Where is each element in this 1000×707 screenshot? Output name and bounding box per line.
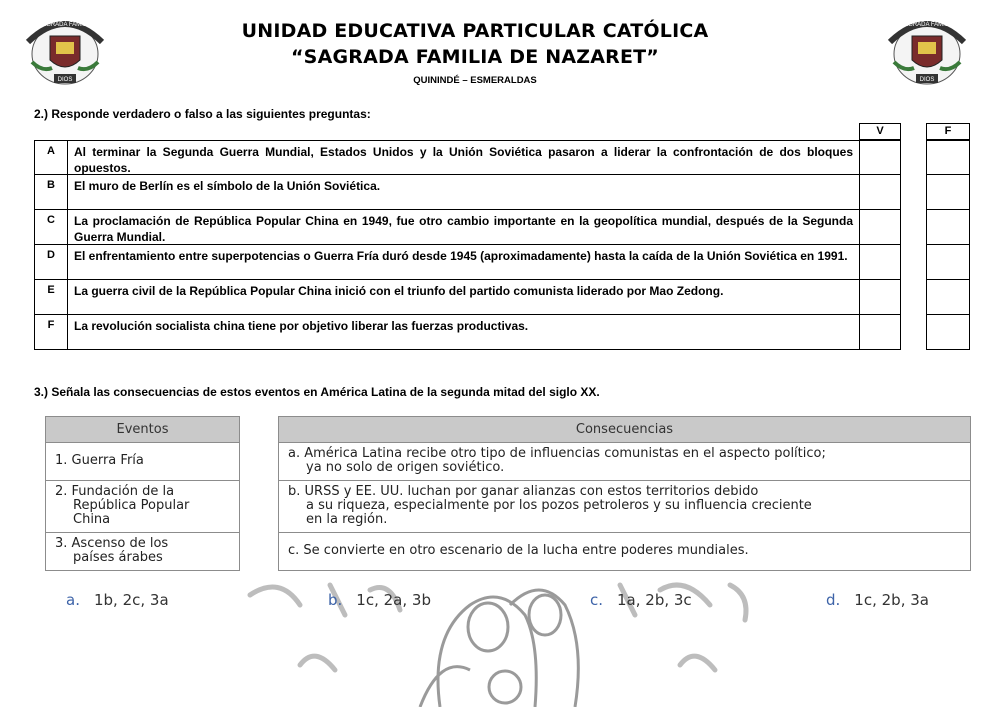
crest-motto-right: DIOS — [919, 77, 935, 83]
option-text: 1a, 2b, 3c — [617, 591, 692, 609]
table-row — [34, 175, 970, 210]
consequence-text: b. URSS y EE. UU. luchan por ganar alianzas con estos territorios debido — [288, 484, 759, 499]
true-answer-box[interactable] — [859, 140, 901, 175]
consequence-text: en la región. — [306, 512, 388, 527]
table-row — [34, 140, 970, 175]
school-name: UNIDAD EDUCATIVA PARTICULAR CATÓLICA — [241, 20, 709, 42]
events-table — [45, 416, 240, 571]
consequence-item — [279, 481, 970, 533]
row-letter: B — [34, 175, 67, 210]
false-answer-box[interactable] — [926, 140, 970, 175]
true-answer-box[interactable] — [859, 175, 901, 210]
true-answer-box[interactable] — [859, 280, 901, 315]
option-letter: b. — [328, 591, 343, 609]
true-column-header: V — [859, 123, 901, 140]
consequences-table — [278, 416, 971, 571]
row-letter: A — [34, 140, 67, 175]
question-2-heading: 2.) Responde verdadero o falso a las siguientes preguntas: — [34, 107, 371, 121]
row-statement: Al terminar la Segunda Guerra Mundial, Estados Unidos y la Unión Soviética pasaron a liderar la confrontación de dos bloques opuestos. — [67, 140, 859, 175]
true-answer-box[interactable] — [859, 315, 901, 350]
option-text: 1c, 2a, 3b — [356, 591, 431, 609]
consequence-text: ya no solo de origen soviético. — [306, 460, 505, 475]
event-item — [46, 533, 239, 570]
consequence-text: a su riqueza, especialmente por los pozos petroleros y su influencia creciente — [306, 498, 812, 513]
consequence-text: c. Se convierte en otro escenario de la lucha entre poderes mundiales. — [288, 543, 749, 558]
option-text: 1b, 2c, 3a — [93, 591, 169, 609]
school-location: QUININDÉ – ESMERALDAS — [413, 75, 537, 86]
row-letter: E — [34, 280, 67, 315]
event-text: países árabes — [73, 550, 163, 565]
row-statement: La guerra civil de la República Popular China inició con el triunfo del partido comunista liderado por Mao Zedong. — [67, 280, 859, 315]
option-c[interactable] — [590, 591, 692, 609]
crest-motto-left: DIOS — [57, 77, 73, 83]
option-letter: c. — [590, 591, 604, 609]
true-answer-box[interactable] — [859, 210, 901, 245]
option-d[interactable] — [826, 591, 929, 609]
crest-banner-right: SAGRADA FAMILIA — [900, 22, 954, 28]
option-b[interactable] — [328, 591, 431, 609]
row-statement: El enfrentamiento entre superpotencias o Guerra Fría duró desde 1945 (aproximadamente) hasta la caída de la Unión Soviética en 1991. — [67, 245, 859, 280]
event-item — [46, 481, 239, 533]
option-letter: d. — [826, 591, 841, 609]
events-header: Eventos — [46, 417, 239, 443]
table-row — [34, 280, 970, 315]
option-a[interactable] — [66, 591, 169, 609]
true-answer-box[interactable] — [859, 245, 901, 280]
event-text: República Popular — [73, 498, 190, 513]
consequence-text: a. América Latina recibe otro tipo de influencias comunistas en el aspecto político; — [288, 446, 826, 461]
table-row — [34, 245, 970, 280]
row-statement: El muro de Berlín es el símbolo de la Unión Soviética. — [67, 175, 859, 210]
row-statement: La proclamación de República Popular China en 1949, fue otro cambio importante en la geopolítica mundial, después de la Segunda Guerra Mundial. — [67, 210, 859, 245]
event-text: China — [73, 512, 111, 527]
false-answer-box[interactable] — [926, 245, 970, 280]
false-answer-box[interactable] — [926, 280, 970, 315]
option-text: 1c, 2b, 3a — [854, 591, 929, 609]
table-row — [34, 315, 970, 350]
row-statement: La revolución socialista china tiene por objetivo liberar las fuerzas productivas. — [67, 315, 859, 350]
row-letter: F — [34, 315, 67, 350]
false-column-header: F — [926, 123, 970, 140]
school-subtitle: “SAGRADA FAMILIA DE NAZARET” — [291, 46, 659, 68]
false-answer-box[interactable] — [926, 175, 970, 210]
event-text: 2. Fundación de la — [55, 484, 175, 499]
question-3-heading: 3.) Señala las consecuencias de estos eventos en América Latina de la segunda mitad del siglo XX. — [34, 385, 600, 399]
option-letter: a. — [66, 591, 80, 609]
consequence-item — [279, 533, 970, 570]
consequence-item — [279, 443, 970, 481]
consequences-header: Consecuencias — [279, 417, 970, 443]
row-letter: D — [34, 245, 67, 280]
event-text: 1. Guerra Fría — [55, 453, 144, 468]
event-item — [46, 443, 239, 481]
false-answer-box[interactable] — [926, 315, 970, 350]
event-text: 3. Ascenso de los — [55, 536, 169, 551]
row-letter: C — [34, 210, 67, 245]
crest-banner-left: SAGRADA FAMILIA — [38, 22, 92, 28]
table-row — [34, 210, 970, 245]
false-answer-box[interactable] — [926, 210, 970, 245]
